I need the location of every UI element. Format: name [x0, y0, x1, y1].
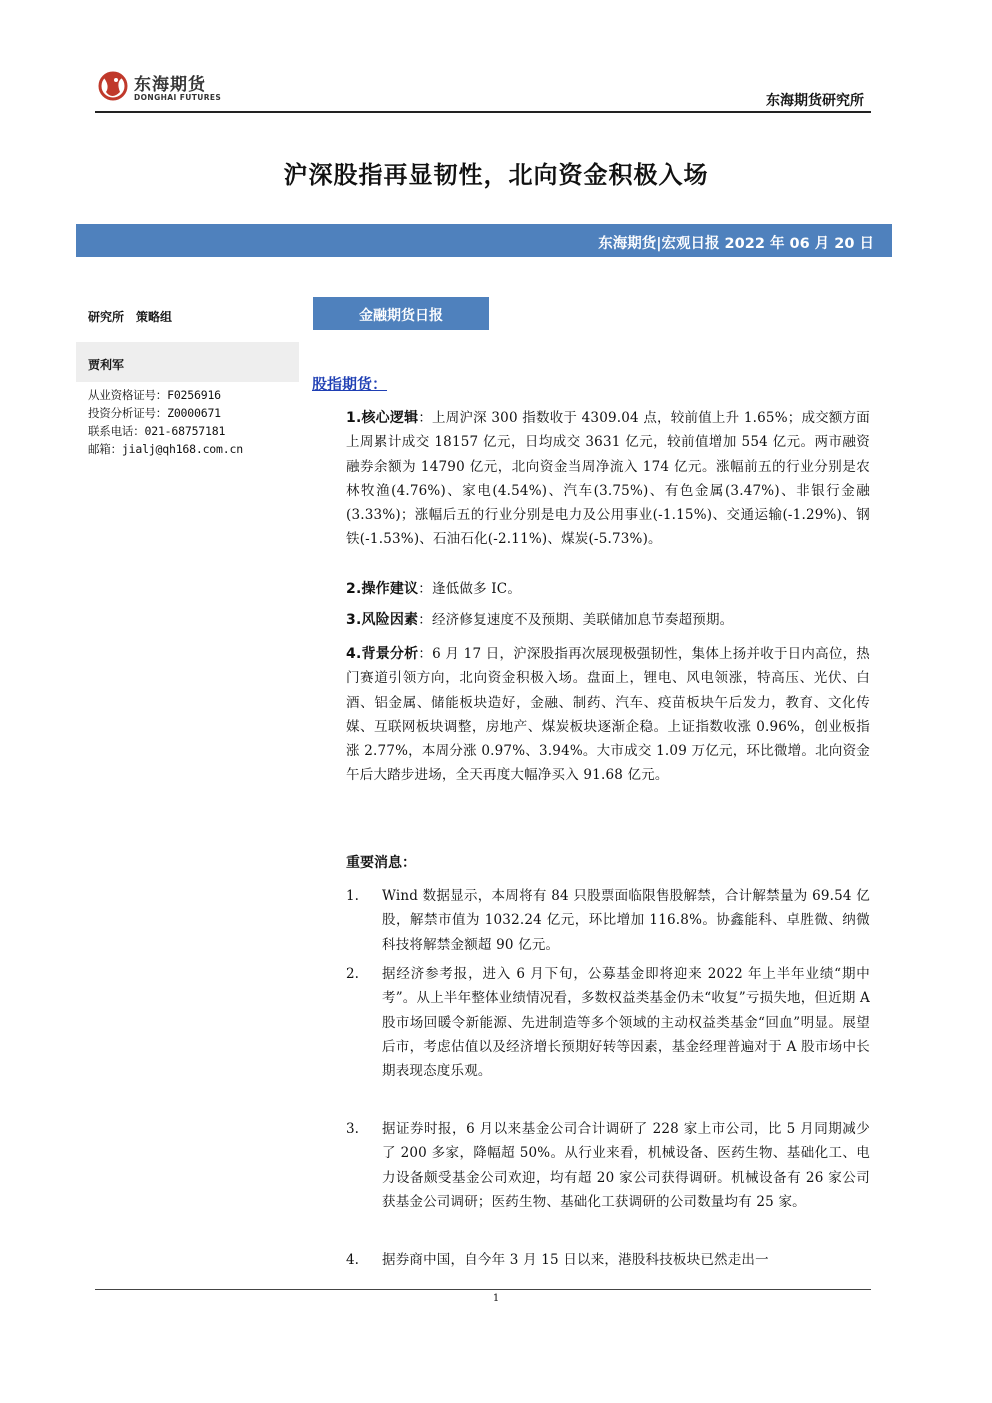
logo-english-name: DONGHAI FUTURES — [134, 93, 222, 102]
news-text: 据经济参考报，进入 6 月下旬，公募基金即将迎来 2022 年上半年业绩“期中考”。从上半年整体业绩情况看，多数权益类基金仍未“收复”亏损失地，但近期 A 股市场回暖令新能源、先进制造等多个领域的主动权益类基金“回血”明显。展望后市，考虑估值以及经济增长预期好转等因素，基金经理普遍对于 A 股市场中长期表现态度乐观。 — [382, 966, 870, 1080]
report-banner — [76, 224, 892, 257]
tab-label: 金融期货日报 — [359, 308, 443, 324]
paragraph-text: ：上周沪深 300 指数收于 4309.04 点，较前值上升 1.65%；成交额方面上周累计成交 18157 亿元，日均成交 3631 亿元，较前值增加 554 亿元。两市融资融券余额为 14790 亿元，北向资金当周净流入 174 亿元。涨幅前五的行业分别是农林牧渔(4.76%)、家电(4.54%)、汽车(3.75%)、有色金属(3.47%)、非银行金融(3.33%)；涨幅后五的行业分别是电力及公用事业(-1.15%)、交通运输(-1.29%)、钢铁(-1.53%)、石油石化(-2.11%)、煤炭(-5.73%)。 — [346, 410, 870, 548]
contact-phone: 联系电话：021-68757181 — [88, 424, 226, 438]
news-number: 3. — [346, 1121, 359, 1137]
paragraph-text: ：6 月 17 日，沪深股指再次展现极强韧性，集体上扬并收于日内高位，热门赛道引领方向，北向资金积极入场。盘面上，锂电、风电领涨，特高压、光伏、白酒、铝金属、储能板块造好，金融、制药、汽车、疫苗板块午后发力，教育、文化传媒、互联网板块调整，房地产、煤炭板块逐渐企稳。上证指数收涨 0.96%，创业板指涨 2.77%，本周分涨 0.97%、3.94%。大市成交 1.09 万亿元，环比微增。北向资金午后大踏步进场，全天再度大幅净买入 91.68 亿元。 — [346, 646, 871, 784]
paragraph-label: 4.背景分析 — [346, 646, 419, 662]
core-logic-paragraph — [346, 406, 870, 552]
qualification-number: 从业资格证号：F0256916 — [88, 388, 221, 402]
background-analysis-paragraph — [346, 642, 870, 788]
news-item — [346, 1248, 870, 1272]
paragraph-label: 3.风险因素 — [346, 612, 419, 628]
report-title: 沪深股指再显韧性，北向资金积极入场 — [283, 161, 709, 189]
paragraph-text: ：经济修复速度不及预期、美联储加息节奏超预期。 — [418, 612, 734, 628]
header-divider — [95, 111, 871, 113]
page-number: 1 — [492, 1293, 500, 1304]
analyst-certificate: 投资分析证号：Z0000671 — [88, 406, 221, 420]
news-number: 2. — [346, 966, 359, 982]
footer-divider — [95, 1289, 871, 1290]
news-text: Wind 数据显示，本周将有 84 只股票面临限售股解禁，合计解禁量为 69.54 亿股，解禁市值为 1032.24 亿元，环比增加 116.8%。协鑫能科、卓胜微、纳微科技将解禁金额超 90 亿元。 — [382, 888, 870, 953]
dragon-logo-icon — [96, 66, 130, 106]
company-logo — [96, 66, 236, 110]
paragraph-label: 2.操作建议 — [346, 581, 419, 597]
operation-advice-paragraph — [346, 577, 870, 601]
author-box — [76, 342, 299, 382]
risk-factor-paragraph — [346, 608, 870, 632]
paragraph-label: 1.核心逻辑 — [346, 410, 419, 426]
contact-email: 邮箱：jialj@qh168.com.cn — [88, 442, 243, 456]
news-item — [346, 962, 870, 1083]
header-organization: 东海期货研究所 — [766, 93, 864, 109]
news-item — [346, 884, 870, 957]
paragraph-text: ：逢低做多 IC。 — [418, 581, 522, 597]
section-heading: 股指期货： — [312, 375, 388, 393]
banner-text: 东海期货|宏观日报 2022 年 06 月 20 日 — [598, 236, 874, 252]
report-section-tab — [313, 297, 489, 330]
author-name: 贾利军 — [88, 358, 125, 372]
news-heading: 重要消息： — [346, 855, 416, 871]
news-text: 据券商中国，自今年 3 月 15 日以来，港股科技板块已然走出一 — [382, 1252, 769, 1268]
news-item — [346, 1117, 870, 1214]
research-group: 研究所 策略组 — [88, 310, 173, 324]
news-number: 4. — [346, 1252, 359, 1268]
news-text: 据证券时报，6 月以来基金公司合计调研了 228 家上市公司，比 5 月同期减少了 200 多家，降幅超 50%。从行业来看，机械设备、医药生物、基础化工、电力设备颇受基金公司欢迎，均有超 20 家公司获得调研。机械设备有 26 家公司获基金公司调研；医药生物、基础化工获调研的公司数量均有 25 家。 — [382, 1121, 870, 1210]
news-number: 1. — [346, 888, 359, 904]
logo-chinese-name: 东海期货 — [134, 75, 206, 95]
